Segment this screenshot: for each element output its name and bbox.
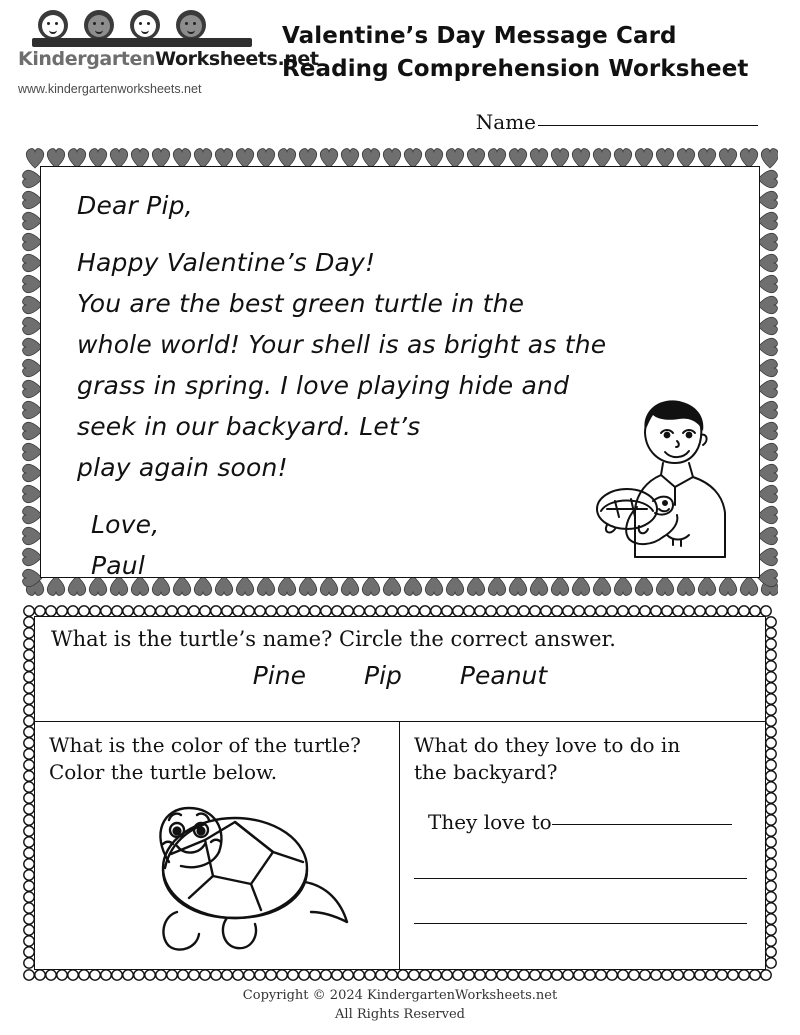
title-line-2: Reading Comprehension Worksheet (282, 56, 749, 82)
letter-line-3: whole world! Your shell is as bright as the (77, 330, 607, 359)
question-1 (35, 617, 765, 722)
question-3-line-2: the backyard? (414, 760, 558, 784)
card-inner-panel (40, 166, 760, 578)
kids-illustration-icon (32, 8, 252, 46)
letter-closing: Love, (91, 510, 160, 539)
answer-line-2[interactable] (414, 877, 747, 879)
letter-line-1: Happy Valentine’s Day! (77, 248, 376, 277)
answer-line-1[interactable] (552, 823, 732, 825)
choice-peanut[interactable]: Peanut (459, 661, 548, 690)
name-label: Name (475, 110, 536, 134)
site-url: www.kindergartenworksheets.net (18, 82, 202, 96)
question-3-answer-area (414, 810, 747, 924)
letter-line-4: grass in spring. I love playing hide and (77, 371, 570, 400)
letter-line-5: seek in our backyard. Let’s (77, 412, 421, 441)
answer-line-3[interactable] (414, 922, 747, 924)
valentine-card (22, 148, 778, 596)
site-logo[interactable] (18, 8, 319, 96)
questions-inner (34, 616, 766, 970)
question-3 (400, 722, 765, 969)
question-2-prompt (35, 722, 399, 786)
worksheet-title (282, 20, 782, 86)
page-footer (0, 986, 800, 1024)
question-1-choices (35, 661, 765, 690)
choice-pine[interactable]: Pine (252, 661, 307, 690)
choice-pip[interactable]: Pip (364, 661, 402, 690)
letter-line-6: play again soon! (77, 453, 288, 482)
page-header (0, 0, 800, 140)
questions-panel (22, 604, 778, 982)
name-field-row (476, 110, 758, 134)
name-input-line[interactable] (538, 124, 758, 126)
answer-starter-text: They love to (428, 810, 552, 834)
question-2-line-1: What is the color of the turtle? (49, 733, 361, 757)
title-line-1: Valentine’s Day Message Card (282, 23, 677, 49)
question-2 (35, 722, 400, 969)
question-2-line-2: Color the turtle below. (49, 760, 278, 784)
question-1-prompt: What is the turtle’s name? Circle the correct answer. (51, 627, 616, 651)
rights-text: All Rights Reserved (335, 1007, 465, 1022)
logo-word-dark: Worksheets.net (155, 48, 319, 70)
boy-holding-turtle-illustration (549, 389, 749, 569)
logo-wordmark (18, 48, 319, 70)
turtle-coloring-illustration[interactable] (65, 790, 355, 965)
answer-starter-row (414, 810, 747, 834)
copyright-text: Copyright © 2024 KindergartenWorksheets.net (242, 988, 558, 1003)
question-3-line-1: What do they love to do in (414, 733, 681, 757)
question-3-prompt (400, 722, 765, 786)
letter-line-2: You are the best green turtle in the (77, 289, 525, 318)
logo-word-light: Kindergarten (18, 48, 156, 70)
questions-lower-row (35, 722, 765, 969)
letter-greeting: Dear Pip, (77, 191, 193, 220)
letter-signature: Paul (91, 551, 145, 580)
